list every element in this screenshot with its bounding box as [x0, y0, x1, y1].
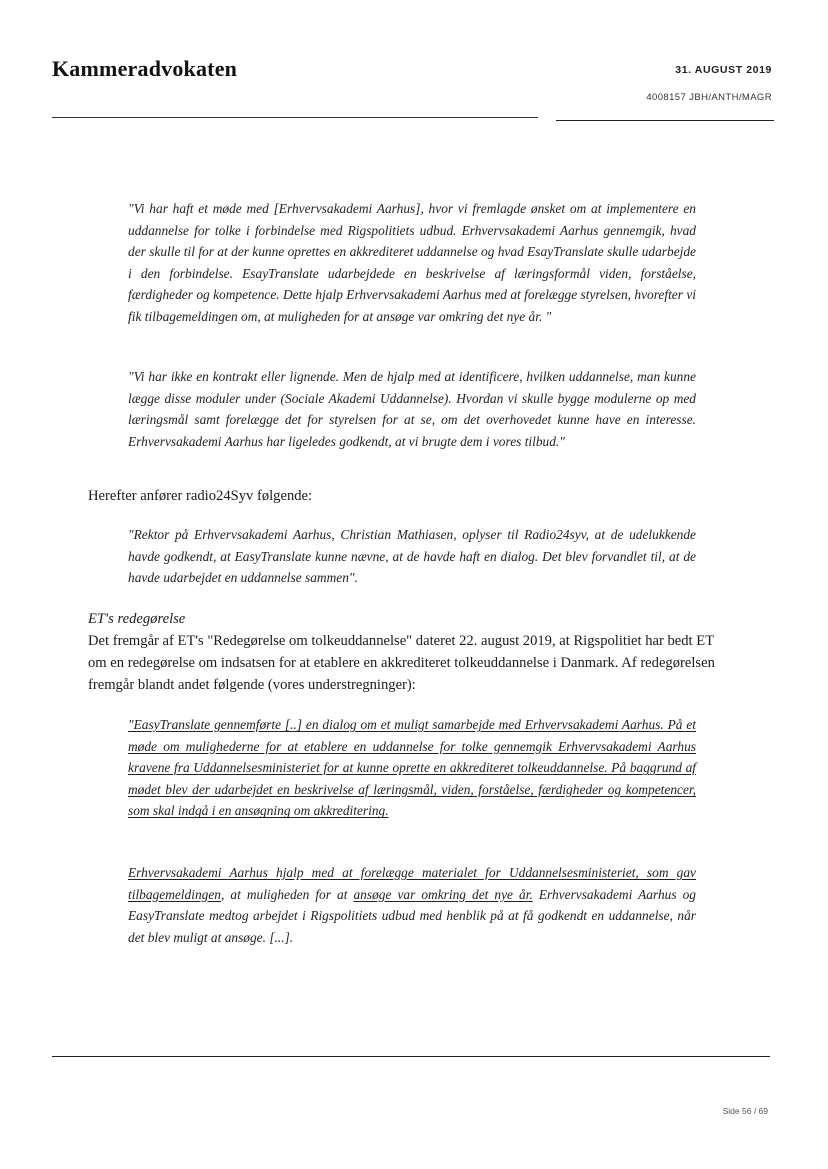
- header-divider-left: [52, 117, 538, 118]
- section-heading: ET's redegørelse: [88, 611, 186, 627]
- radio-intro: Herefter anfører radio24Syv følgende:: [88, 488, 313, 504]
- underlined-passage: ansøge var omkring det nye år.: [353, 886, 533, 902]
- document-reference: 4008157 JBH/ANTH/MAGR: [646, 92, 772, 103]
- quote-no-contract: "Vi har ikke en kontrakt eller lignende. Men de hjalp med at identificere, hvilken uddannelse, man kunne lægge disse moduler under (Sociale Akademi Uddannelse). Hvordan vi skulle bygge modulerne op med læringsmål samt forelægge det for styrelsen for at se, om det overhovedet kunne have en interesse. Erhvervsakademi Aarhus har ligeledes godkendt, at vi brugte dem i vores tilbud.": [128, 369, 696, 449]
- quote-meeting: "Vi har haft et møde med [Erhvervsakademi Aarhus], hvor vi fremlagde ønsket om at implementere en uddannelse for tolke i forbindelse med Rigspolitiets udbud. Erhvervsakademi Aarhus gennemgik, hvad der skulle til for at der kunne oprettes en akkrediteret uddannelse og hvad EsayTranslate skulle udarbejde i den forbindelse. EsayTranslate udarbejdede en beskrivelse af læringsformål viden, forståelse, færdigheder og kompetence. Dette hjalp Erhvervsakademi Aarhus med at forelægge styrelsen, hvorefter vi fik tilbagemeldingen om, at muligheden for at ansøge var omkring det nye år. ": [128, 201, 696, 324]
- document-date: 31. AUGUST 2019: [675, 64, 772, 76]
- quote-et-report-underlined: "EasyTranslate gennemførte [..] en dialog om et muligt samarbejde med Erhvervsakademi Aarhus. På et møde om mulighederne for at etablere en uddannelse for tolke gennemgik Erhvervsakademi Aarhus kravene fra Uddannelsesministeriet for at kunne oprette en akkrediteret tolkeuddannelse. På baggrund af mødet blev der udarbejdet en beskrivelse af læringsmål, viden, forståelse, færdigheder og kompetencer, som skal indgå i en ansøgning om akkreditering.: [128, 717, 696, 819]
- quote-et-report-continued: [128, 862, 696, 948]
- footer-divider: [52, 1056, 770, 1057]
- quote-rector: "Rektor på Erhvervsakademi Aarhus, Christian Mathiasen, oplyser til Radio24syv, at de udelukkende havde godkendt, at EasyTranslate kunne nævne, at de havde haft en dialog. Det blev forvandlet til, at de havde udarbejdet en uddannelse sammen".: [128, 527, 696, 586]
- underlined-passage: Erhvervsakademi Aarhus hjalp med at forelægge materialet for Uddannelsesministeriet, som gav tilbagemeldingen: [128, 865, 696, 902]
- plain-passage: , at muligheden for at: [220, 886, 354, 902]
- firm-logo: Kammeradvokaten: [52, 56, 238, 81]
- page-number: Side 56 / 69: [722, 1106, 768, 1116]
- plain-passage: Erhvervsakademi Aarhus og EasyTranslate medtog arbejdet i Rigspolitiets udbud med henblik på at få godkendt en uddannelse, når det blev muligt at ansøge. [...].: [128, 886, 696, 945]
- section-paragraph: Det fremgår af ET's "Redegørelse om tolkeuddannelse" dateret 22. august 2019, at Rigspolitiet har bedt ET om en redegørelse om indsatsen for at etablere en akkrediteret tolkeuddannelse i Danmark. Af redegørelsen fremgår blandt andet følgende (vores understregninger):: [88, 633, 715, 693]
- header-divider-right: [556, 120, 774, 121]
